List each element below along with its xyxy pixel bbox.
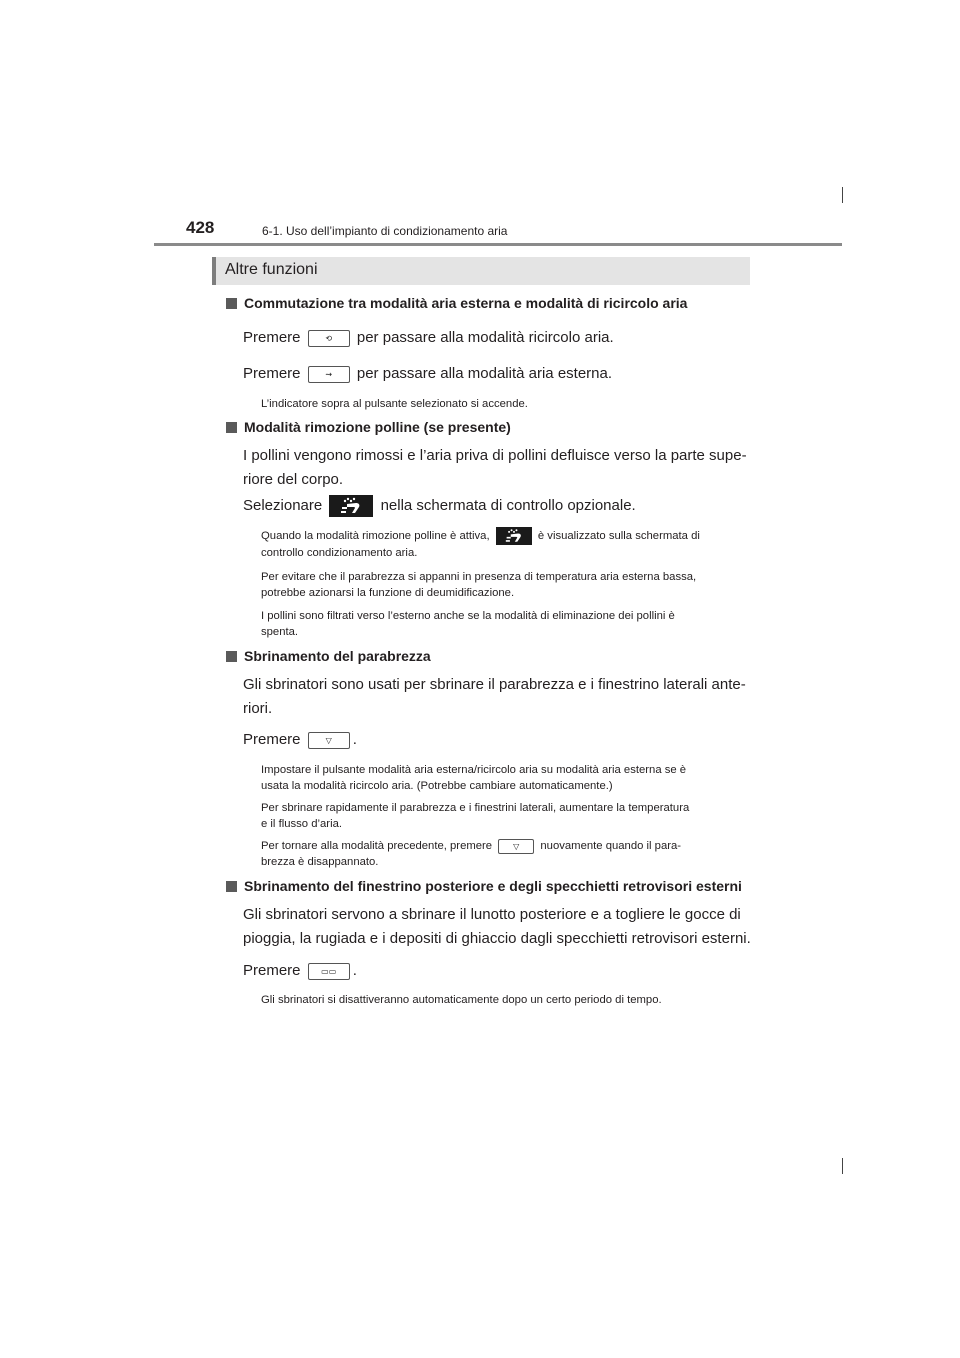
windshield-note-1: Impostare il pulsante modalità aria esterna/ricircolo aria su modalità aria esterna se è usata la modalità ricircolo aria. (Potrebbe cambiare automaticamente.) [261, 764, 687, 792]
windshield-press-line: Premere ▽ . [243, 731, 357, 748]
pollen-note-2: Per evitare che il parabrezza si appanni in presenza di temperatura aria esterna bassa, potrebbe azionarsi la funzione di deumidificazione. [261, 571, 697, 599]
bullet-square-icon [226, 881, 237, 892]
page-number: 428 [186, 218, 215, 237]
windshield-heading: Sbrinamento del parabrezza [226, 648, 431, 664]
rear-body: Gli sbrinatori servono a sbrinare il lunotto posteriore e a togliere le gocce di pioggia, la rugiada e i depositi di ghiaccio dagli specchietti retrovisori esterni. [243, 906, 751, 947]
crop-mark-bottom [842, 1158, 843, 1174]
pollen-body: I pollini vengono rimossi e l’aria priva di pollini defluisce verso la parte supe- riore del corpo. [243, 447, 747, 488]
section-title: Altre funzioni [225, 261, 318, 278]
windshield-defogger-button-icon: ▽ [498, 839, 534, 854]
rear-window-mirror-defogger-button-icon: ▭▭ [308, 963, 350, 980]
header-rule [154, 243, 842, 246]
windshield-body: Gli sbrinatori sono usati per sbrinare il parabrezza e i finestrino laterali ante- riori. [243, 676, 746, 717]
pollen-note-1: Quando la modalità rimozione polline è attiva, è visualizzato sulla schermata di controllo condizionamento aria. [261, 527, 747, 561]
crop-mark-top [842, 187, 843, 203]
pollen-heading: Modalità rimozione polline (se presente) [226, 419, 511, 435]
rear-heading: Sbrinamento del finestrino posteriore e degli specchietti retrovisori esterni [226, 878, 742, 894]
windshield-note-3: Per tornare alla modalità precedente, premere ▽ nuovamente quando il para- brezza è disappannato. [261, 840, 682, 868]
pollen-removal-icon [496, 527, 532, 545]
recirc-line-2: Premere ⇝ per passare alla modalità aria esterna. [243, 365, 613, 382]
pollen-note-3: I pollini sono filtrati verso l’esterno anche se la modalità di eliminazione dei pollini è spenta. [261, 610, 675, 638]
outside-air-button-icon: ⇝ [308, 366, 350, 383]
recirc-line-1: Premere ⟲ per passare alla modalità ricircolo aria. [243, 329, 614, 346]
bullet-square-icon [226, 651, 237, 662]
windshield-defogger-button-icon: ▽ [308, 732, 350, 749]
bullet-square-icon [226, 422, 237, 433]
bullet-square-icon [226, 298, 237, 309]
pollen-removal-icon [329, 495, 373, 517]
recirc-note: L’indicatore sopra al pulsante selezionato si accende. [261, 398, 528, 410]
chapter-title: 6-1. Uso dell’impianto di condizionamento aria [262, 224, 508, 238]
rear-note: Gli sbrinatori si disattiveranno automaticamente dopo un certo periodo di tempo. [261, 994, 662, 1006]
recirculation-button-icon: ⟲ [308, 330, 350, 347]
pollen-select-line: Selezionare nella schermata di controllo opzionale. [243, 494, 748, 518]
windshield-note-2: Per sbrinare rapidamente il parabrezza e i finestrini laterali, aumentare la temperatura e il flusso d’aria. [261, 802, 690, 830]
rear-press-line: Premere ▭▭ . [243, 962, 357, 979]
recirc-heading: Commutazione tra modalità aria esterna e modalità di ricircolo aria [226, 295, 687, 311]
